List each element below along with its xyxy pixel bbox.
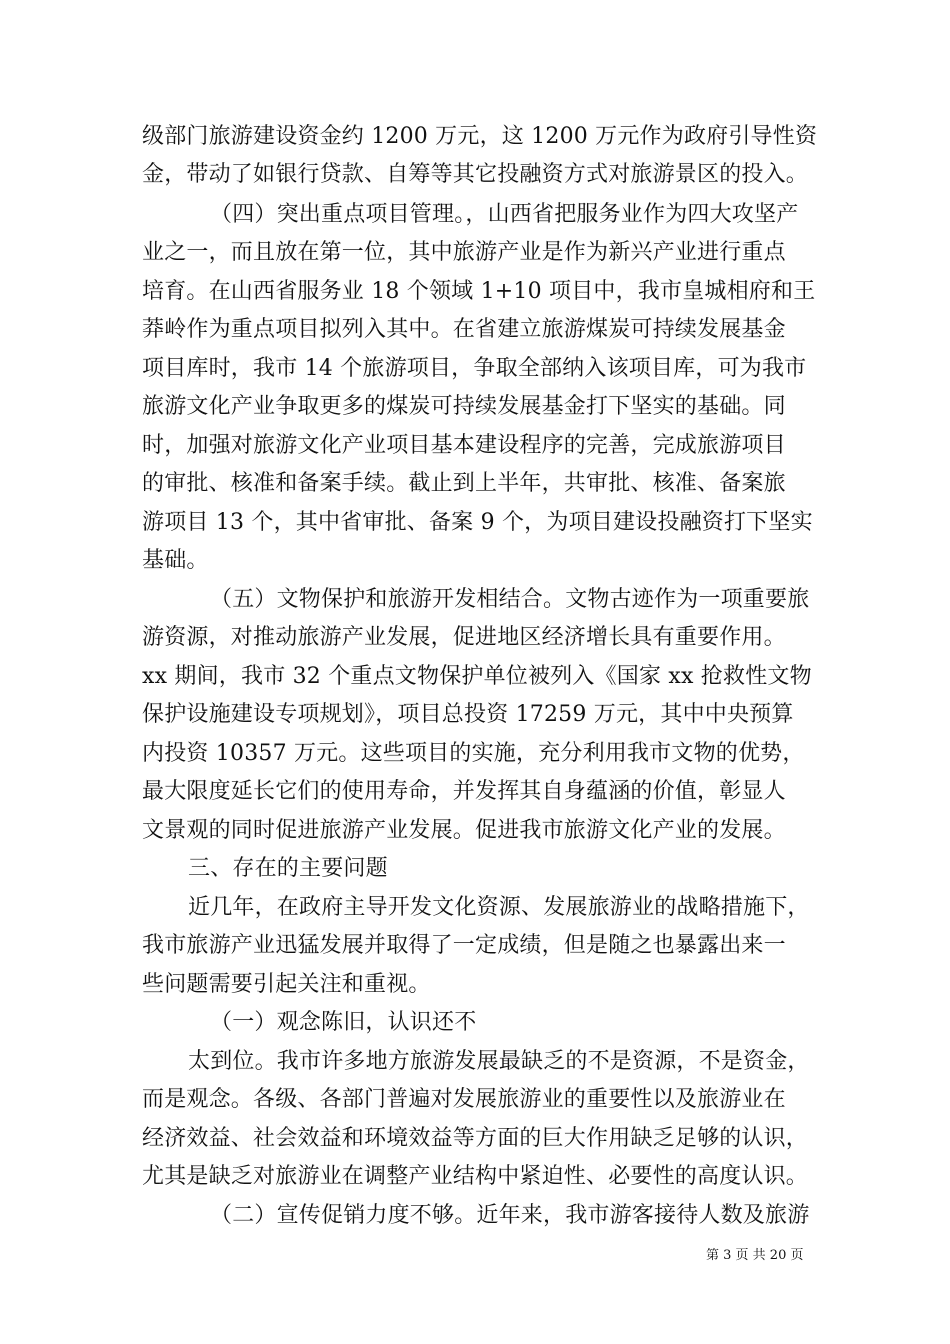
body-line: 近几年，在政府主导开发文化资源、发展旅游业的战略措施下， xyxy=(188,895,810,920)
body-line: 经济效益、社会效益和环境效益等方面的巨大作用缺乏足够的认识， xyxy=(142,1126,809,1151)
body-line: 培育。在山西省服务业 18 个领域 1+10 项目中，我市皇城相府和王 xyxy=(142,279,816,304)
body-line: 基础。 xyxy=(142,548,209,573)
body-line: 级部门旅游建设资金约 1200 万元，这 1200 万元作为政府引导性资 xyxy=(142,124,818,149)
body-line: 旅游文化产业争取更多的煤炭可持续发展基金打下坚实的基础。同 xyxy=(142,394,786,419)
body-line: 金，带动了如银行贷款、自筹等其它投融资方式对旅游景区的投入。 xyxy=(142,162,809,187)
body-line: （五）文物保护和旅游开发相结合。文物古迹作为一项重要旅 xyxy=(210,587,810,612)
body-line: 而是观念。各级、各部门普遍对发展旅游业的重要性以及旅游业在 xyxy=(142,1087,786,1112)
body-line: 的审批、核准和备案手续。截止到上半年，共审批、核准、备案旅 xyxy=(142,471,786,496)
body-line: 游资源，对推动旅游产业发展，促进地区经济增长具有重要作用。 xyxy=(142,625,786,650)
body-line: 内投资 10357 万元。这些项目的实施，充分利用我市文物的优势， xyxy=(142,741,805,766)
body-line: 游项目 13 个，其中省审批、备案 9 个，为项目建设投融资打下坚实 xyxy=(142,510,813,535)
body-line: 业之一，而且放在第一位，其中旅游产业是作为新兴产业进行重点 xyxy=(142,240,786,265)
section-heading: 三、存在的主要问题 xyxy=(188,856,388,881)
body-line: 些问题需要引起关注和重视。 xyxy=(142,972,431,997)
body-line: 保护设施建设专项规划》，项目总投资 17259 万元，其中中央预算 xyxy=(142,702,794,727)
page-number-footer: 第 3 页 共 20 页 xyxy=(706,1248,804,1263)
body-line: （一）观念陈旧，认识还不 xyxy=(210,1010,477,1035)
body-line: xx 期间，我市 32 个重点文物保护单位被列入《国家 xx 抢救性文物 xyxy=(142,664,812,689)
body-line: 最大限度延长它们的使用寿命，并发挥其自身蕴涵的价值，彰显人 xyxy=(142,779,786,804)
body-line: （二）宣传促销力度不够。近年来，我市游客接待人数及旅游 xyxy=(210,1203,810,1228)
body-line: 我市旅游产业迅猛发展并取得了一定成绩，但是随之也暴露出来一 xyxy=(142,933,786,958)
body-line: 时，加强对旅游文化产业项目基本建设程序的完善，完成旅游项目 xyxy=(142,433,786,458)
body-line: 莽岭作为重点项目拟列入其中。在省建立旅游煤炭可持续发展基金 xyxy=(142,317,786,342)
body-line: 尤其是缺乏对旅游业在调整产业结构中紧迫性、必要性的高度认识。 xyxy=(142,1164,809,1189)
body-line: 项目库时，我市 14 个旅游项目，争取全部纳入该项目库，可为我市 xyxy=(142,356,807,381)
body-line: （四）突出重点项目管理。，山西省把服务业作为四大攻坚产 xyxy=(210,202,799,227)
body-line: 文景观的同时促进旅游产业发展。促进我市旅游文化产业的发展。 xyxy=(142,818,786,843)
body-line: 太到位。我市许多地方旅游发展最缺乏的不是资源，不是资金， xyxy=(188,1049,810,1074)
